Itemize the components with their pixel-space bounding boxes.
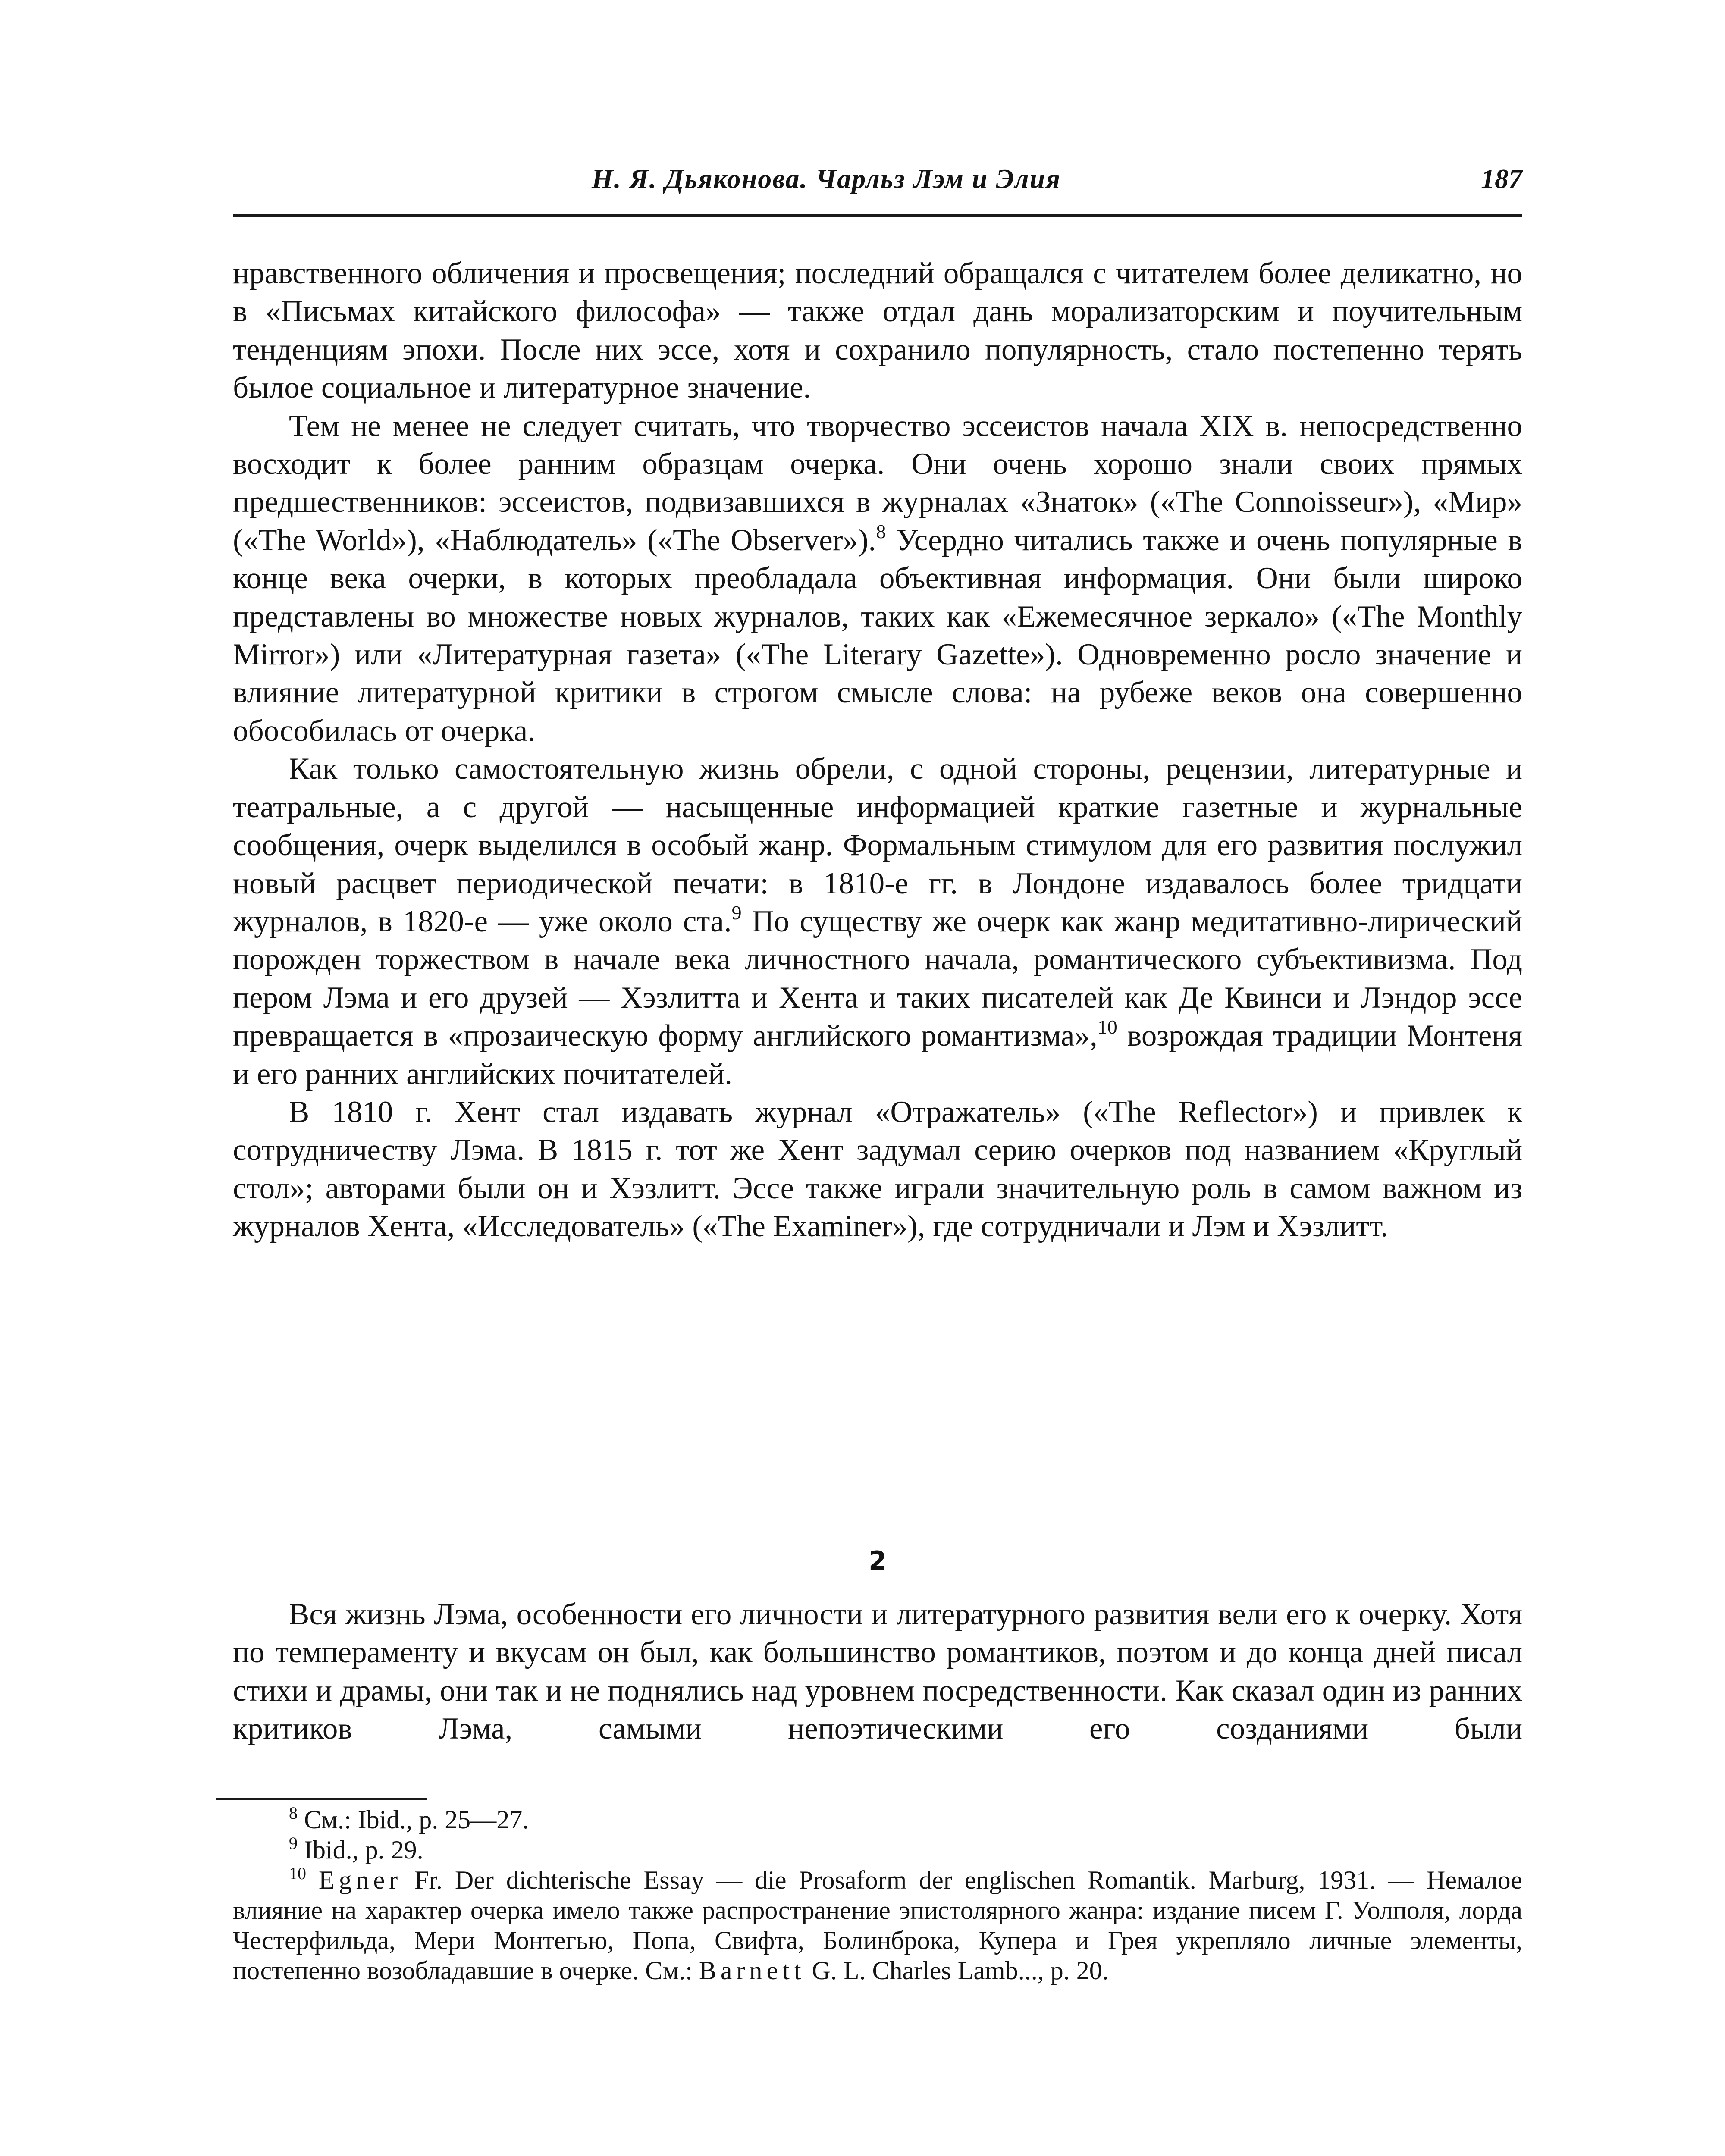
section-number: 2: [869, 1546, 887, 1576]
page-number: 187: [1481, 163, 1522, 194]
footnote-text: Ibid., p. 29.: [304, 1836, 423, 1864]
footnote-8: [233, 1805, 1522, 1835]
footnote-text-end: G. L. Charles Lamb..., p. 20.: [805, 1956, 1109, 1985]
footnote-text: Fr. Der dichterische Essay — die Prosaform der englischen Romantik. Marburg, 1931. — Немалое влияние на характер очерка имело также распространение эпистолярного жанра: издание писем Г. Уолполя, лорда Честерфильда, Мери Монтегью, Попа, Свифта, Болинброка, Купера и Грея укрепляло личные элементы, постепенно возобладавшие в очерке. См.:: [233, 1866, 1523, 1985]
main-text: [233, 254, 1522, 1246]
paragraph-2: [233, 407, 1522, 750]
footnote-ref-10: 10: [1097, 1016, 1117, 1038]
footnote-number: 8: [289, 1803, 298, 1823]
paragraph-1: нравственного обличения и просвещения; последний обращался с читателем более деликатно, но в «Письмах китайского философа» — также отдал дань морализаторским и поучительным тенденциям эпохи. После них эссе, хотя и сохранило популярность, стало постепенно терять былое социальное и литературное значение.: [233, 257, 1522, 405]
footnote-ref-8: 8: [876, 520, 886, 542]
paragraph-2-part-a: Тем не менее не следует считать, что творчество эссеистов начала XIX в. непосредственно восходит к более ранним образцам очерка. Они очень хорошо знали своих прямых предшественников: эссеистов, подвизавшихся в журналах «Знаток» («The Connoisseur»), «Мир» («The World»), «Наблюдатель» («The Observer»).: [233, 409, 1522, 557]
section-2-text: [233, 1595, 1522, 1748]
header-rule: [233, 214, 1522, 217]
paragraph-2-part-b: Усердно читались также и очень популярные в конце века очерки, в которых преобладала объективная информация. Они были широко представлены во множестве новых журналов, таких как «Ежемесячное зеркало» («The Monthly Mirror») или «Литературная газета» («The Literary Gazette»). Одновременно росло значение и влияние литературной критики в строгом смысле слова: на рубеже веков она совершенно обособилась от очерка.: [233, 523, 1522, 748]
paragraph-3-part-b: По существу же очерк как жанр медитативно-лирический порожден торжеством в начале века личностного начала, романтического субъективизма. Под пером Лэма и его друзей — Хэзлитта и Хента и таких писателей как Де Квинси и Лэндор эссе превращается в «прозаическую форму английского романтизма»,: [233, 904, 1522, 1053]
footnotes: [233, 1805, 1522, 1986]
footnote-9: [233, 1835, 1522, 1865]
footnote-author-2: Barnett: [699, 1956, 806, 1985]
footnote-10: [233, 1865, 1522, 1986]
footnote-ref-9: 9: [731, 901, 742, 924]
running-title: Н. Я. Дьяконова. Чарльз Лэм и Элия: [591, 163, 1061, 194]
footnote-text: См.: Ibid., p. 25—27.: [304, 1805, 529, 1834]
paragraph-3: [233, 750, 1522, 1093]
section-2-paragraph-1: Вся жизнь Лэма, особенности его личности и литературного развития вели его к очерку. Хотя по темпераменту и вкусам он был, как большинство романтиков, поэтом и до конца дней писал стихи и драмы, они так и не поднялись над уровнем посредственности. Как сказал один из ранних критиков Лэма, самыми непоэтическими его созданиями были: [233, 1598, 1522, 1746]
footnote-author: Egner: [318, 1866, 402, 1894]
footnote-number: 10: [289, 1864, 306, 1883]
paragraph-3-part-c: возрождая традиции Монтеня и его ранних английских почитателей.: [233, 1019, 1522, 1091]
paragraph-4: В 1810 г. Хент стал издавать журнал «Отражатель» («The Reflector») и привлек к сотрудничеству Лэма. В 1815 г. тот же Хент задумал серию очерков под названием «Круглый стол»; авторами были он и Хэзлитт. Эссе также играли значительную роль в самом важном из журналов Хента, «Исследователь» («The Examiner»), где сотрудничали и Лэм и Хэзлитт.: [233, 1095, 1522, 1244]
footnote-rule: [216, 1798, 427, 1800]
running-head: [233, 163, 1522, 206]
footnote-number: 9: [289, 1833, 298, 1853]
paragraph-3-part-a: Как только самостоятельную жизнь обрели, с одной стороны, рецензии, литературные и театральные, а с другой — насыщенные информацией краткие газетные и журнальные сообщения, очерк выделился в особый жанр. Формальным стимулом для его развития послужил новый расцвет периодической печати: в 1810-е гг. в Лондоне издавалось более тридцати журналов, в 1820-е — уже около ста.: [233, 752, 1522, 938]
